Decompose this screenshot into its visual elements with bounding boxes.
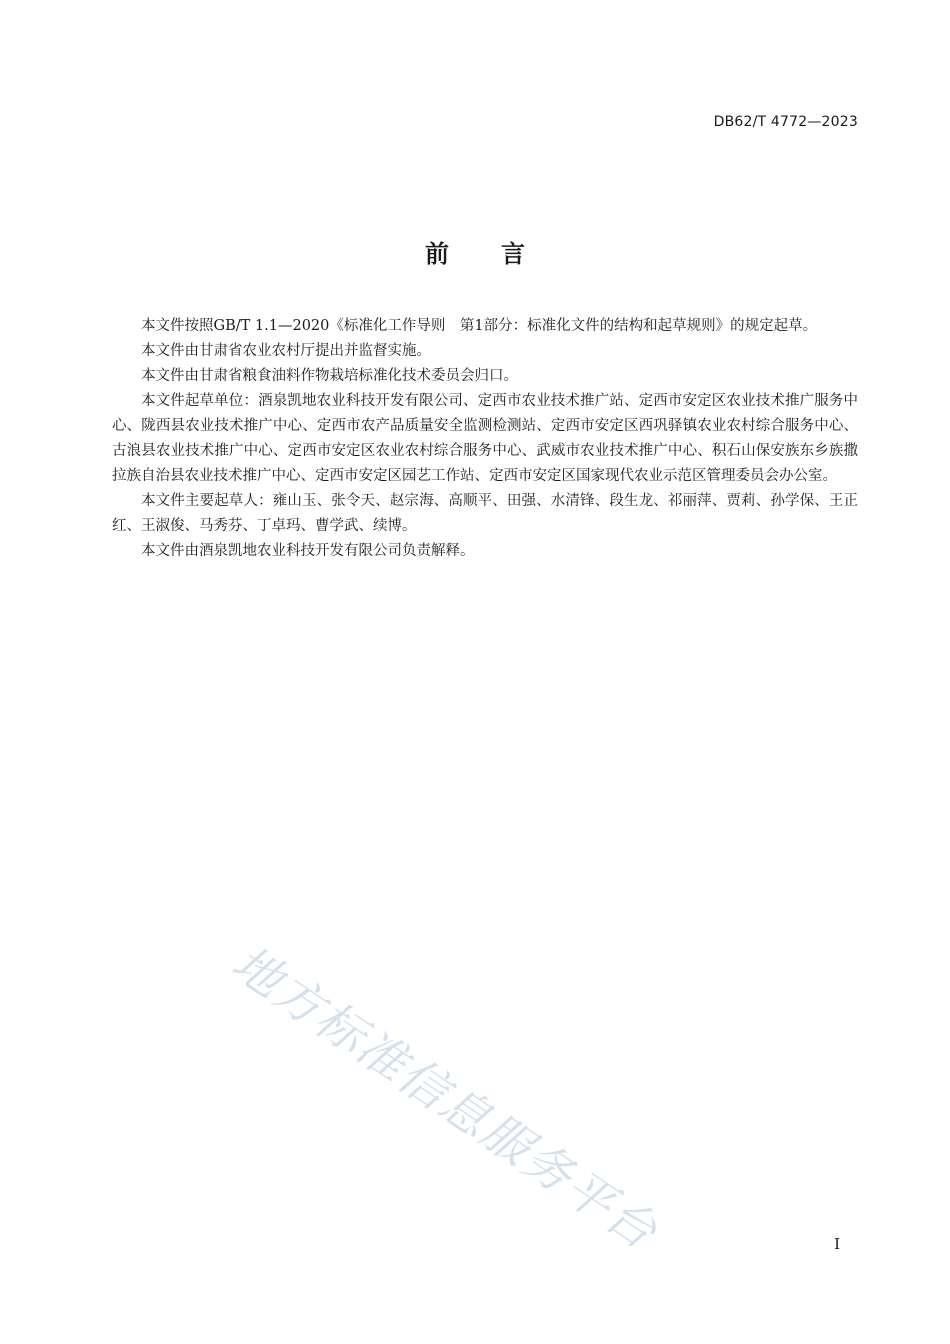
title-char-2: 言 [501, 240, 525, 268]
watermark: 地方标准信息服务平台 [221, 935, 668, 1262]
paragraph-drafting-rules: 本文件按照GB/T 1.1—2020《标准化工作导则 第1部分：标准化文件的结构和起草规则》的规定起草。 [141, 318, 818, 334]
foreword-body [112, 314, 858, 564]
page-title [0, 234, 950, 269]
paragraph-drafters: 本文件主要起草人：雍山玉、张令天、赵宗海、高顺平、田强、水清锋、段生龙、祁丽萍、贾莉、孙学保、王正红、王淑俊、马秀芬、丁卓玛、曹学武、续博。 [112, 493, 858, 534]
paragraph-committee: 本文件由甘肃省粮食油料作物栽培标准化技术委员会归口。 [141, 368, 518, 384]
paragraph-drafting-units: 本文件起草单位：酒泉凯地农业科技开发有限公司、定西市农业技术推广站、定西市安定区农业技术推广服务中心、陇西县农业技术推广中心、定西市农产品质量安全监测检测站、定西市安定区西巩驿镇农业农村综合服务中心、古浪县农业技术推广中心、定西市安定区农业农村综合服务中心、武威市农业技术推广中心、积石山保安族东乡族撒拉族自治县农业技术推广中心、定西市安定区园艺工作站、定西市安定区国家现代农业示范区管理委员会办公室。 [112, 393, 858, 484]
title-char-1: 前 [425, 240, 449, 268]
page-number: I [834, 1235, 840, 1253]
paragraph-interpretation: 本文件由酒泉凯地农业科技开发有限公司负责解释。 [141, 543, 475, 559]
standard-number: DB62/T 4772—2023 [713, 114, 858, 130]
paragraph-proposer: 本文件由甘肃省农业农村厅提出并监督实施。 [141, 343, 431, 359]
